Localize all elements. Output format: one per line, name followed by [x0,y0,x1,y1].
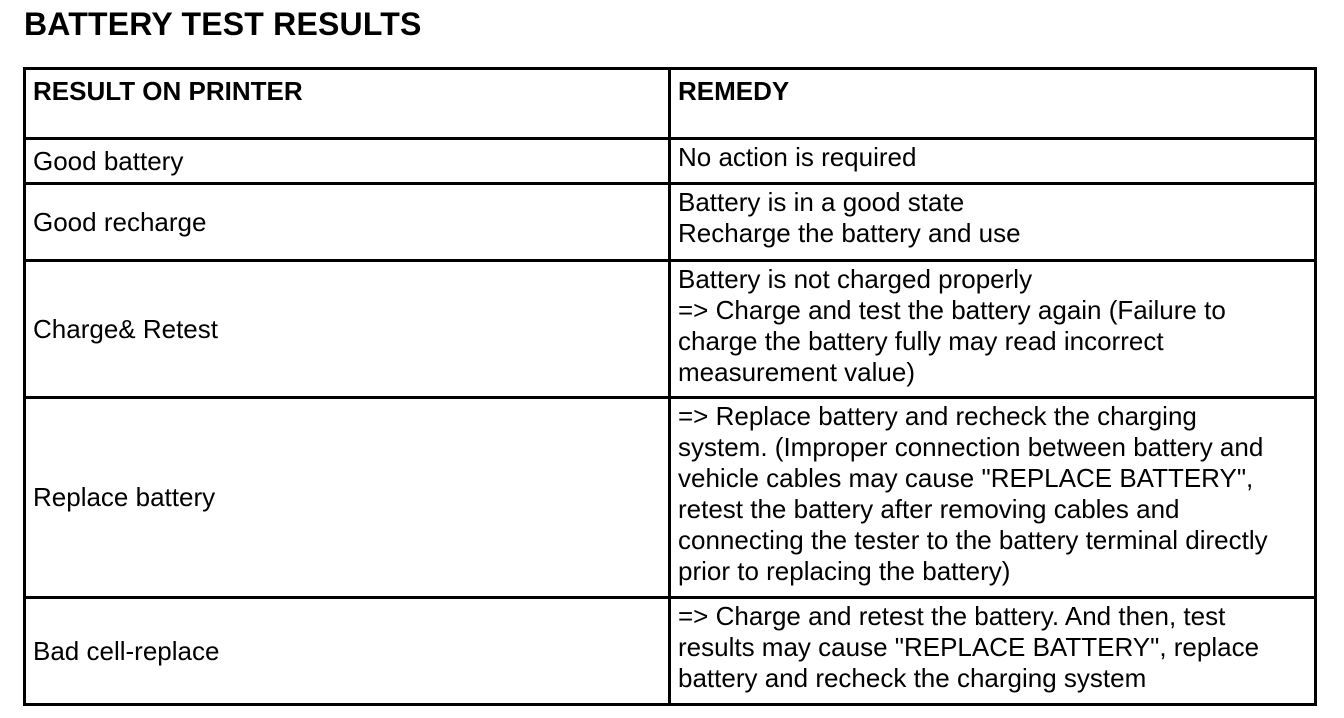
column-header-remedy: REMEDY [670,69,1316,139]
remedy-line: charge the battery fully may read incorrect [678,326,1164,356]
remedy-line: prior to replacing the battery) [678,556,1011,586]
remedy-line: => Charge and retest the battery. And then, test [678,601,1226,631]
remedy-cell [670,261,1316,398]
remedy-line: Recharge the battery and use [678,218,1021,248]
remedy-line: measurement value) [678,357,915,387]
page-title: BATTERY TEST RESULTS [24,6,422,42]
result-cell: Charge& Retest [25,261,670,398]
remedy-cell [670,139,1316,184]
remedy-cell [670,184,1316,261]
remedy-cell [670,398,1316,598]
table-row [25,261,1316,398]
remedy-line: vehicle cables may cause "REPLACE BATTERY", [678,463,1254,493]
remedy-line: => Charge and test the battery again (Failure to [678,295,1226,325]
column-header-result: RESULT ON PRINTER [25,69,670,139]
battery-results-table [23,67,1317,706]
table-row [25,398,1316,598]
remedy-line: retest the battery after removing cables and [678,494,1180,524]
remedy-line: connecting the tester to the battery terminal directly [678,525,1268,555]
remedy-line: results may cause "REPLACE BATTERY", replace [678,632,1260,662]
table-row [25,139,1316,184]
remedy-line: system. (Improper connection between battery and [678,432,1264,462]
remedy-line: battery and recheck the charging system [678,663,1147,693]
table-row [25,598,1316,705]
result-cell: Good battery [25,139,670,184]
table-row [25,184,1316,261]
remedy-line: Battery is not charged properly [678,264,1033,294]
table-header-row [25,69,1316,139]
result-cell: Good recharge [25,184,670,261]
result-cell: Replace battery [25,398,670,598]
remedy-cell [670,598,1316,705]
remedy-line: No action is required [678,142,917,172]
result-cell: Bad cell-replace [25,598,670,705]
remedy-line: => Replace battery and recheck the charging [678,401,1197,431]
remedy-line: Battery is in a good state [678,187,965,217]
